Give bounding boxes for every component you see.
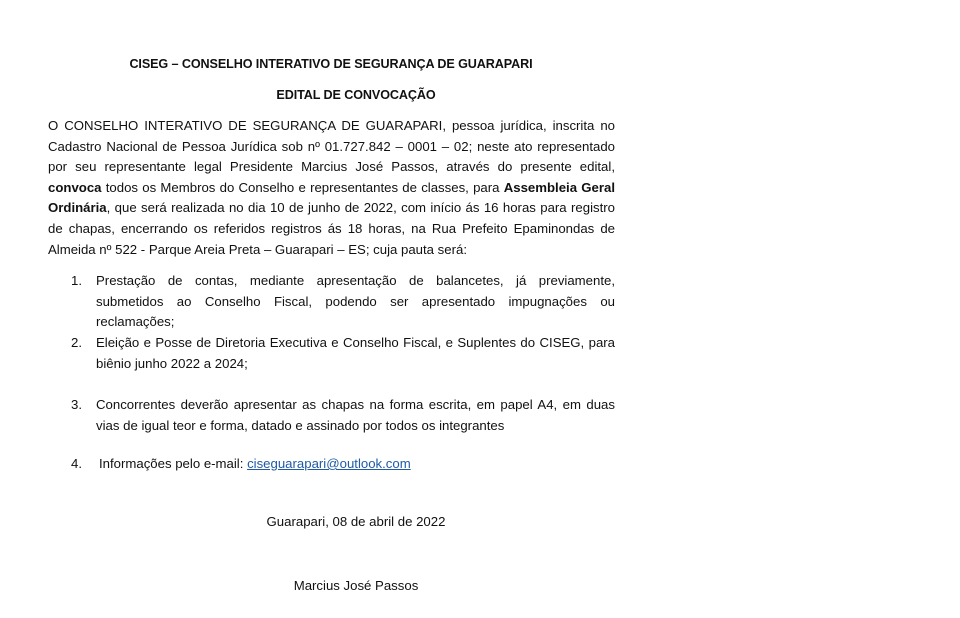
agenda-contact [99,454,615,475]
agenda-item-2 [48,333,615,374]
agenda-number: 3. [71,397,82,412]
intro-text-3: , que será realizada no dia 10 de junho de 2022, com início ás 16 horas para registro de chapas, encerrando os referidos registros ás 18 horas, na Rua Prefeito Epaminondas de Almeida nº 522 - Parque Areia Preta – Guarapari – ES; cuja pauta será: [48,200,615,257]
intro-bold-assembly: Assembleia Geral Ordinária [48,179,615,216]
agenda-item-4 [48,454,615,475]
intro-text-2: todos os Membros do Conselho e representantes de classes, para [101,179,504,195]
agenda-number: 2. [71,335,82,350]
signatory-name: Marcius José Passos [293,578,419,593]
agenda-text: Eleição e Posse de Diretoria Executiva e Conselho Fiscal, e Suplentes do CISEG, para biênio junho 2022 a 2024; [96,335,615,371]
intro-paragraph [48,116,615,260]
agenda-item-1 [48,271,615,333]
agenda-text: Concorrentes deverão apresentar as chapas na forma escrita, em papel A4, em duas vias de igual teor e forma, datado e assinado por todos os integrantes [96,397,615,433]
email-link[interactable]: ciseguarapari@outlook.com [247,456,411,471]
agenda-number: 1. [71,273,82,288]
agenda-item-3 [48,395,615,436]
place-date: Guarapari, 08 de abril de 2022 [266,514,446,529]
document-title: EDITAL DE CONVOCAÇÃO [276,88,436,102]
agenda-text: Informações pelo e-mail: [99,456,248,471]
intro-bold-convoca: convoca [48,179,102,195]
organization-heading: CISEG – CONSELHO INTERATIVO DE SEGURANÇA DE GUARAPARI [129,57,533,71]
agenda-text: Prestação de contas, mediante apresentação de balancetes, já previamente, submetidos ao Conselho Fiscal, podendo ser apresentado impugnações ou reclamações; [96,273,615,330]
agenda-number: 4. [71,456,82,471]
intro-text-1: O CONSELHO INTERATIVO DE SEGURANÇA DE GUARAPARI, pessoa jurídica, inscrita no Cadastro Nacional de Pessoa Jurídica sob nº 01.727.842 – 0001 – 02; neste ato representado por seu representante legal Presidente Marcius José Passos, através do presente edital, [48,118,615,175]
